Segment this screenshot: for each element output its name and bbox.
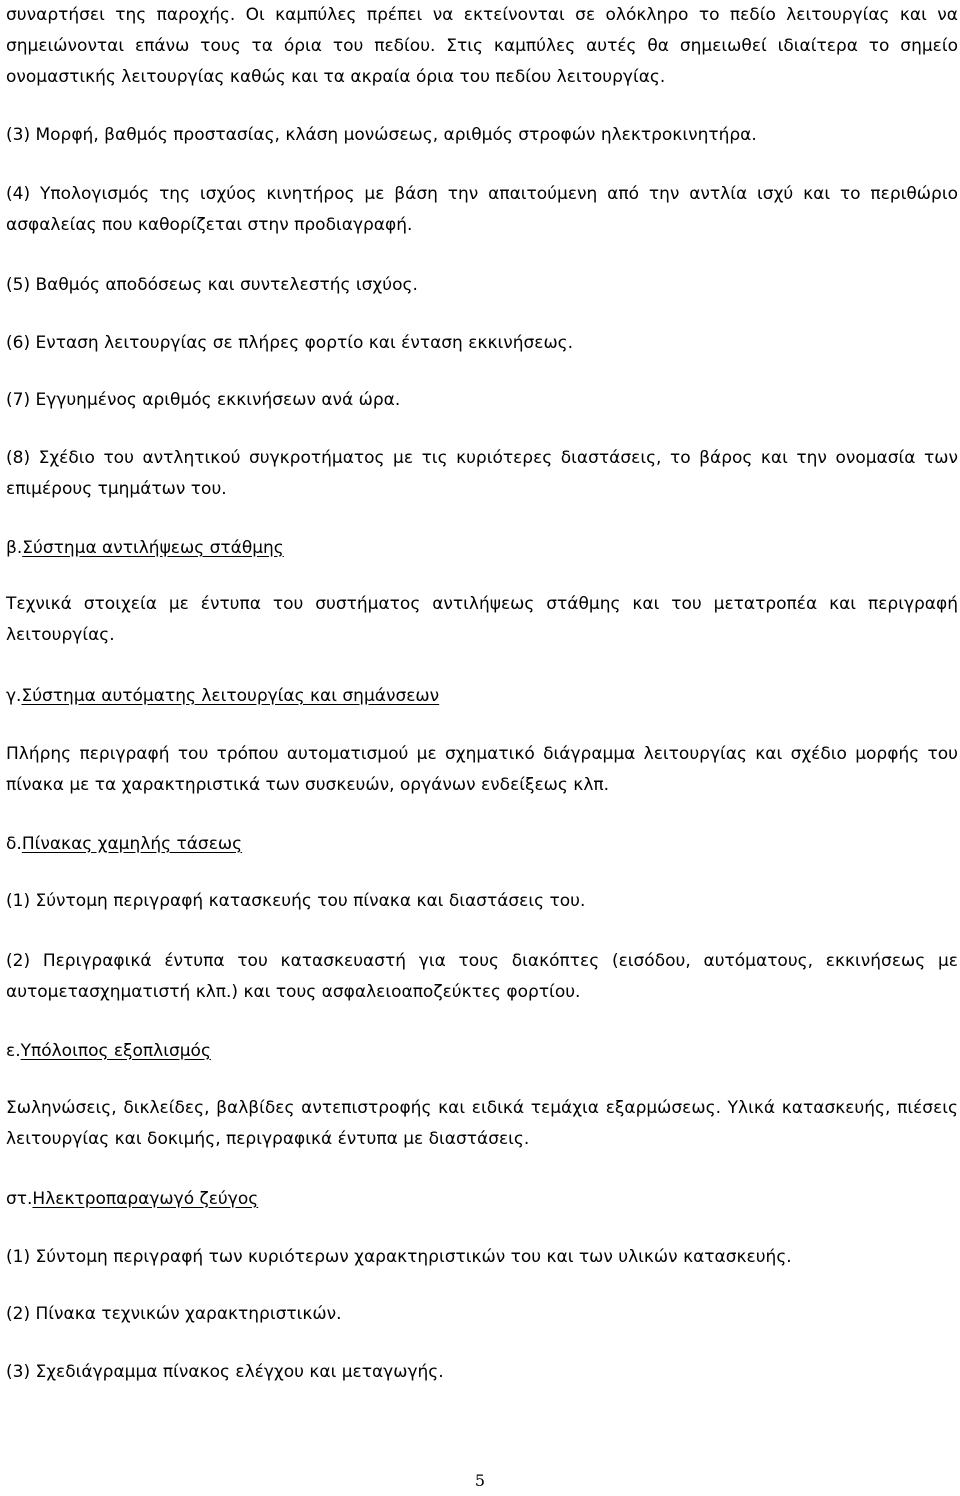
section-d-title: Πίνακας χαμηλής τάσεως xyxy=(21,834,243,854)
paragraph-item-4: (4) Υπολογισμός της ισχύος κινητήρος με βάση την απαιτούμενη από την αντλία ισχύ και το περιθώριο ασφαλείας που καθορίζεται στην προδιαγραφή. xyxy=(6,184,958,235)
section-f-letter: στ. xyxy=(6,1189,33,1209)
section-b-letter: β. xyxy=(6,538,23,558)
paragraph-item-6: (6) Ενταση λειτουργίας σε πλήρες φορτίο και ένταση εκκινήσεως. xyxy=(6,333,574,353)
page-number: 5 xyxy=(474,1471,486,1490)
paragraph-item-8: (8) Σχέδιο του αντλητικού συγκροτήματος με τις κυριότερες διαστάσεις, το βάρος και την ονομασία των επιμέρους τμημάτων του. xyxy=(6,448,958,499)
paragraph-curves-continuation: συναρτήσει της παροχής. Οι καμπύλες πρέπει να εκτείνονται σε ολόκληρο το πεδίο λειτουργίας και να σημειώνονται επάνω τους τα όρια του πεδίου. Στις καμπύλες αυτές θα σημειωθεί ιδιαίτερα το σημείο ονομαστικής λειτουργίας καθώς και τα ακραία όρια του πεδίου λειτουργίας. xyxy=(6,5,958,87)
section-b-title: Σύστημα αντιλήψεως στάθμης xyxy=(22,538,284,558)
section-d-letter: δ. xyxy=(6,834,22,854)
section-b-heading xyxy=(6,533,284,564)
section-c-paragraph: Πλήρης περιγραφή του τρόπου αυτοματισμού με σχηματικό διάγραμμα λειτουργίας και σχέδιο μορφής του πίνακα με τα χαρακτηριστικά των συσκευών, οργάνων ενδείξεως κλπ. xyxy=(6,744,958,795)
section-e-paragraph: Σωληνώσεις, δικλείδες, βαλβίδες αντεπιστροφής και ειδικά τεμάχια εξαρμώσεως. Υλικά κατασκευής, πιέσεις λειτουργίας και δοκιμής, περιγραφικά έντυπα με διαστάσεις. xyxy=(6,1098,958,1149)
section-f-item-1: (1) Σύντομη περιγραφή των κυριότερων χαρακτηριστικών του και των υλικών κατασκευής. xyxy=(6,1247,792,1267)
section-c-letter: γ. xyxy=(6,686,22,706)
paragraph-item-3: (3) Μορφή, βαθμός προστασίας, κλάση μονώσεως, αριθμός στροφών ηλεκτροκινητήρα. xyxy=(6,125,757,145)
section-f-item-3: (3) Σχεδιάγραμμα πίνακος ελέγχου και μεταγωγής. xyxy=(6,1362,444,1382)
section-d-heading xyxy=(6,829,242,860)
section-f-heading xyxy=(6,1184,258,1215)
section-c-heading xyxy=(6,681,439,712)
section-e-heading xyxy=(6,1036,211,1067)
section-e-letter: ε. xyxy=(6,1041,21,1061)
paragraph-item-7: (7) Εγγυημένος αριθμός εκκινήσεων ανά ώρα. xyxy=(6,390,401,410)
section-d-item-1: (1) Σύντομη περιγραφή κατασκευής του πίνακα και διαστάσεις του. xyxy=(6,891,586,911)
section-e-title: Υπόλοιπος εξοπλισμός xyxy=(20,1041,211,1061)
section-d-item-2: (2) Περιγραφικά έντυπα του κατασκευαστή για τους διακόπτες (εισόδου, αυτόματους, εκκινήσεως με αυτομετασχηματιστή κλπ.) και τους ασφαλειοαποζεύκτες φορτίου. xyxy=(6,951,958,1002)
section-c-title: Σύστημα αυτόματης λειτουργίας και σημάνσεων xyxy=(21,686,440,706)
section-f-item-2: (2) Πίνακα τεχνικών χαρακτηριστικών. xyxy=(6,1304,342,1324)
section-f-title: Ηλεκτροπαραγωγό ζεύγος xyxy=(32,1189,259,1209)
paragraph-item-5: (5) Βαθμός αποδόσεως και συντελεστής ισχύος. xyxy=(6,275,418,295)
section-b-paragraph: Τεχνικά στοιχεία με έντυπα του συστήματος αντιλήψεως στάθμης και του μετατροπέα και περιγραφή λειτουργίας. xyxy=(6,594,958,645)
